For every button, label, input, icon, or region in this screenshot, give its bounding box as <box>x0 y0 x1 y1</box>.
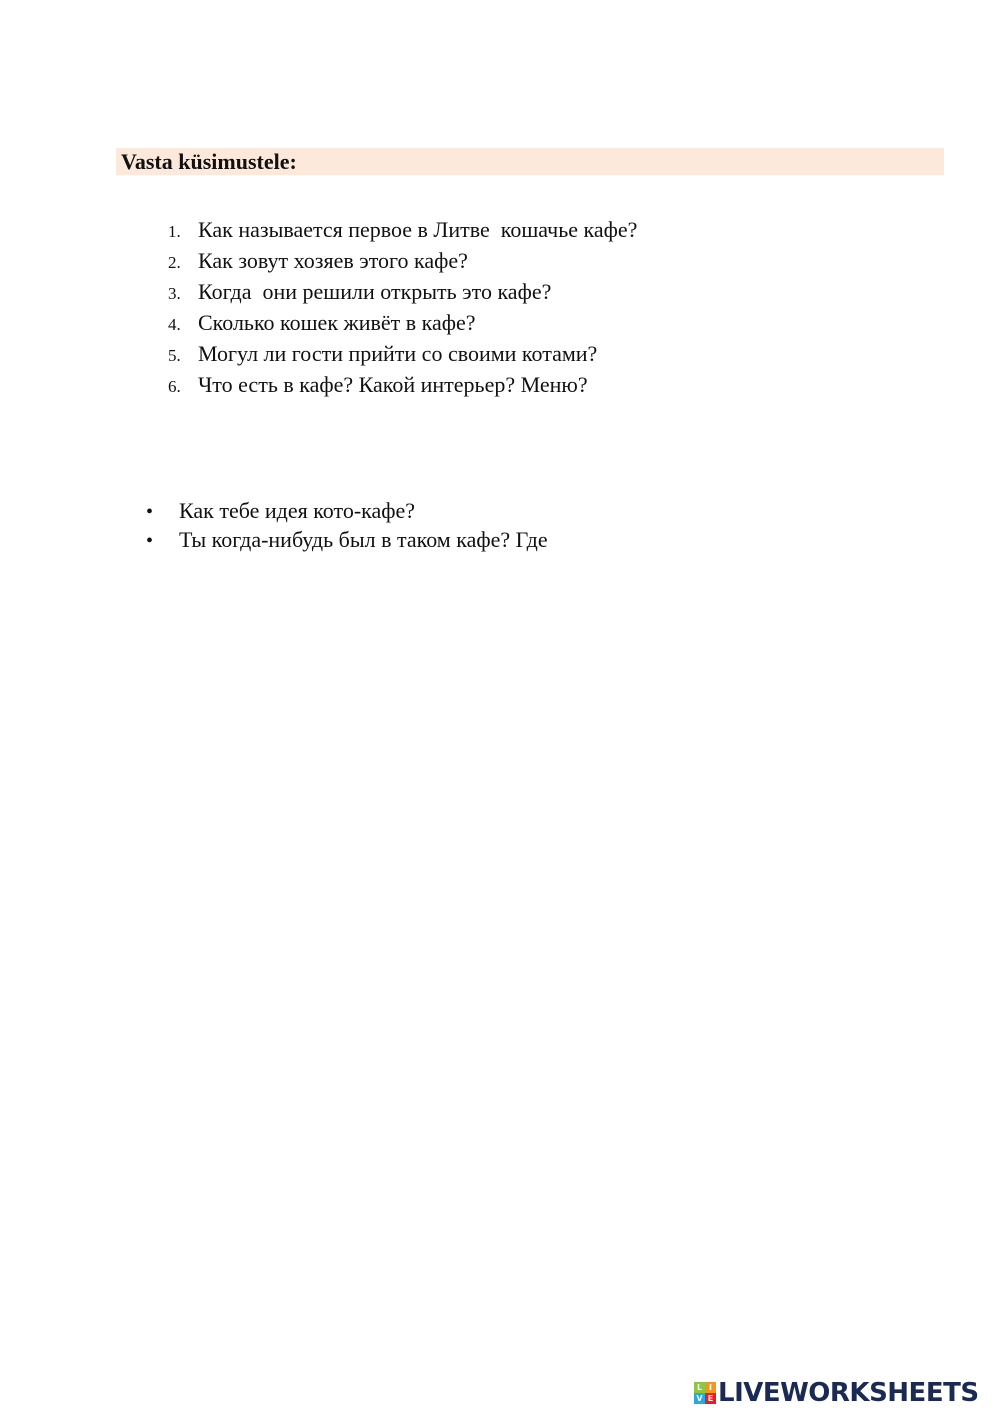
question-text: Как зовут хозяев этого кафе? <box>198 248 468 273</box>
question-item-4 <box>168 307 637 338</box>
bullet-item-1 <box>146 496 548 525</box>
question-number: 1. <box>168 222 181 241</box>
question-text: Могул ли гости прийти со своими котами? <box>198 341 598 366</box>
question-number: 6. <box>168 377 181 396</box>
bullet-icon: • <box>146 501 154 523</box>
question-item-3 <box>168 276 637 307</box>
question-item-1 <box>168 214 637 245</box>
logo-text: LIVEWORKSHEETS <box>718 1378 979 1408</box>
liveworksheets-logo-icon: L I V E <box>694 1382 716 1404</box>
question-text: Сколько кошек живёт в кафе? <box>198 310 476 335</box>
question-item-5 <box>168 338 637 369</box>
bullet-text: Как тебе идея кото-кафе? <box>179 498 416 523</box>
question-number: 4. <box>168 315 181 334</box>
question-item-2 <box>168 245 637 276</box>
bullet-list <box>146 496 548 554</box>
bullet-item-2 <box>146 525 548 554</box>
question-item-6 <box>168 369 637 400</box>
bullet-text: Ты когда-нибудь был в таком кафе? Где <box>179 527 548 552</box>
question-text: Что есть в кафе? Какой интерьер? Меню? <box>198 372 588 397</box>
question-text: Как называется первое в Литве кошачье кафе? <box>198 217 638 242</box>
bullet-icon: • <box>146 530 154 552</box>
question-number: 3. <box>168 284 181 303</box>
question-number: 5. <box>168 346 181 365</box>
liveworksheets-logo <box>694 1376 979 1410</box>
page-title: Vasta küsimustele: <box>121 149 297 174</box>
heading-bar <box>116 148 944 175</box>
question-list <box>168 214 637 400</box>
question-text: Когда они решили открыть это кафе? <box>198 279 552 304</box>
question-number: 2. <box>168 253 181 272</box>
